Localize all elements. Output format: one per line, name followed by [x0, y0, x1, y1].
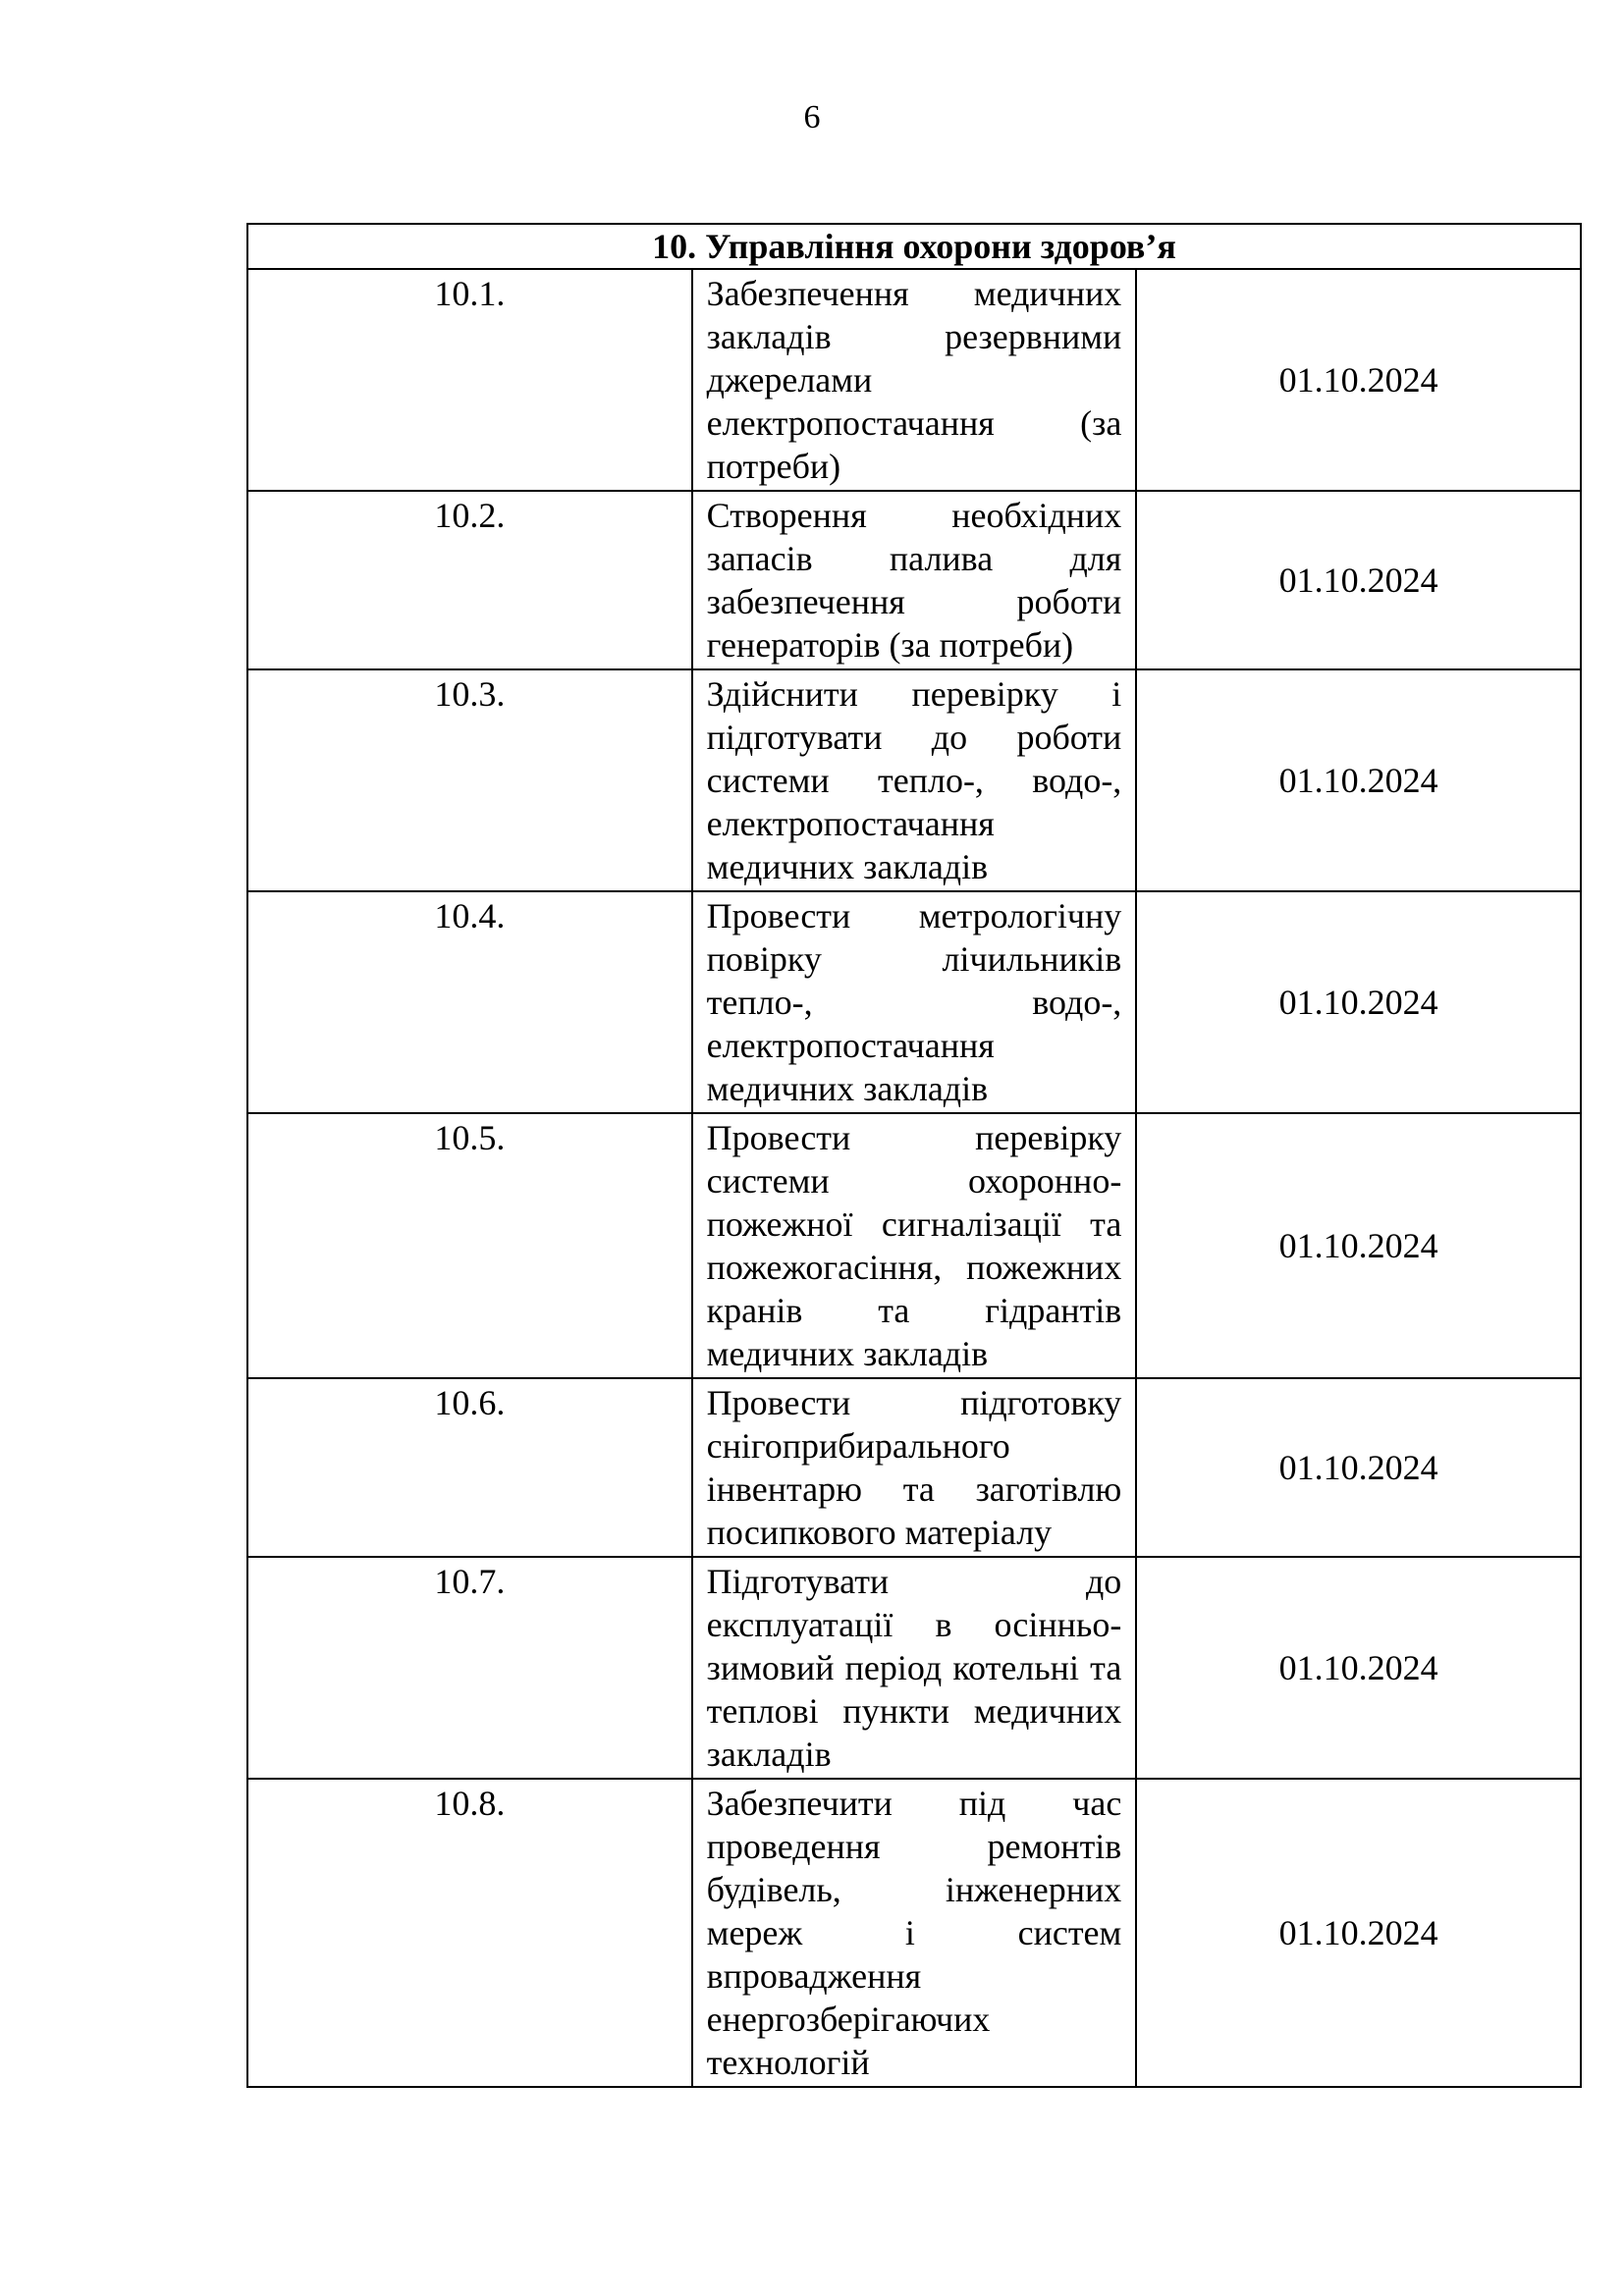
item-description: Забезпечити під час проведення ремонтів будівель, інженерних мереж і систем впровадження енергозберігаючих технологій	[706, 1784, 1122, 2082]
item-deadline: 01.10.2024	[1136, 1557, 1581, 1779]
item-description: Створення необхідних запасів палива для забезпечення роботи генераторів (за потреби)	[706, 496, 1122, 665]
item-description: Підготувати до експлуатації в осінньо-зимовий період котельні та теплові пункти медичних закладів	[706, 1562, 1122, 1774]
item-deadline: 01.10.2024	[1136, 491, 1581, 669]
section-heading: 10. Управління охорони здоров’я	[247, 224, 1581, 269]
table-row	[247, 1557, 1581, 1779]
item-deadline: 01.10.2024	[1136, 1779, 1581, 2087]
item-deadline: 01.10.2024	[1136, 669, 1581, 891]
item-description: Провести підготовку снігоприбирального інвентарю та заготівлю посипкового матеріалу	[706, 1383, 1122, 1552]
table-row	[247, 669, 1581, 891]
item-description: Забезпечення медичних закладів резервними джерелами електропостачання (за потреби)	[706, 274, 1122, 486]
measures-table	[246, 223, 1582, 2088]
item-description-cell	[692, 669, 1137, 891]
item-deadline: 01.10.2024	[1136, 269, 1581, 491]
item-description-cell	[692, 1113, 1137, 1378]
item-number: 10.3.	[247, 669, 692, 891]
item-description-cell	[692, 1779, 1137, 2087]
item-deadline: 01.10.2024	[1136, 891, 1581, 1113]
item-description: Здійснити перевірку і підготувати до роботи системи тепло-, водо-, електропостачання медичних закладів	[706, 674, 1122, 886]
page-number: 6	[803, 99, 821, 135]
item-number: 10.7.	[247, 1557, 692, 1779]
item-description-cell	[692, 891, 1137, 1113]
table-row	[247, 491, 1581, 669]
table-row	[247, 269, 1581, 491]
item-description-cell	[692, 269, 1137, 491]
section-heading-row	[247, 224, 1581, 269]
item-deadline: 01.10.2024	[1136, 1113, 1581, 1378]
item-number: 10.1.	[247, 269, 692, 491]
table-row	[247, 1113, 1581, 1378]
item-description-cell	[692, 491, 1137, 669]
item-description: Провести перевірку системи охоронно-пожежної сигналізації та пожежогасіння, пожежних кранів та гідрантів медичних закладів	[706, 1118, 1122, 1373]
item-number: 10.4.	[247, 891, 692, 1113]
item-description: Провести метрологічну повірку лічильників тепло-, водо-, електропостачання медичних закладів	[706, 896, 1122, 1108]
table-body	[247, 224, 1581, 2087]
table-row	[247, 1378, 1581, 1557]
item-number: 10.2.	[247, 491, 692, 669]
table-row	[247, 1779, 1581, 2087]
item-number: 10.8.	[247, 1779, 692, 2087]
item-number: 10.5.	[247, 1113, 692, 1378]
item-description-cell	[692, 1557, 1137, 1779]
table-row	[247, 891, 1581, 1113]
item-deadline: 01.10.2024	[1136, 1378, 1581, 1557]
item-description-cell	[692, 1378, 1137, 1557]
item-number: 10.6.	[247, 1378, 692, 1557]
